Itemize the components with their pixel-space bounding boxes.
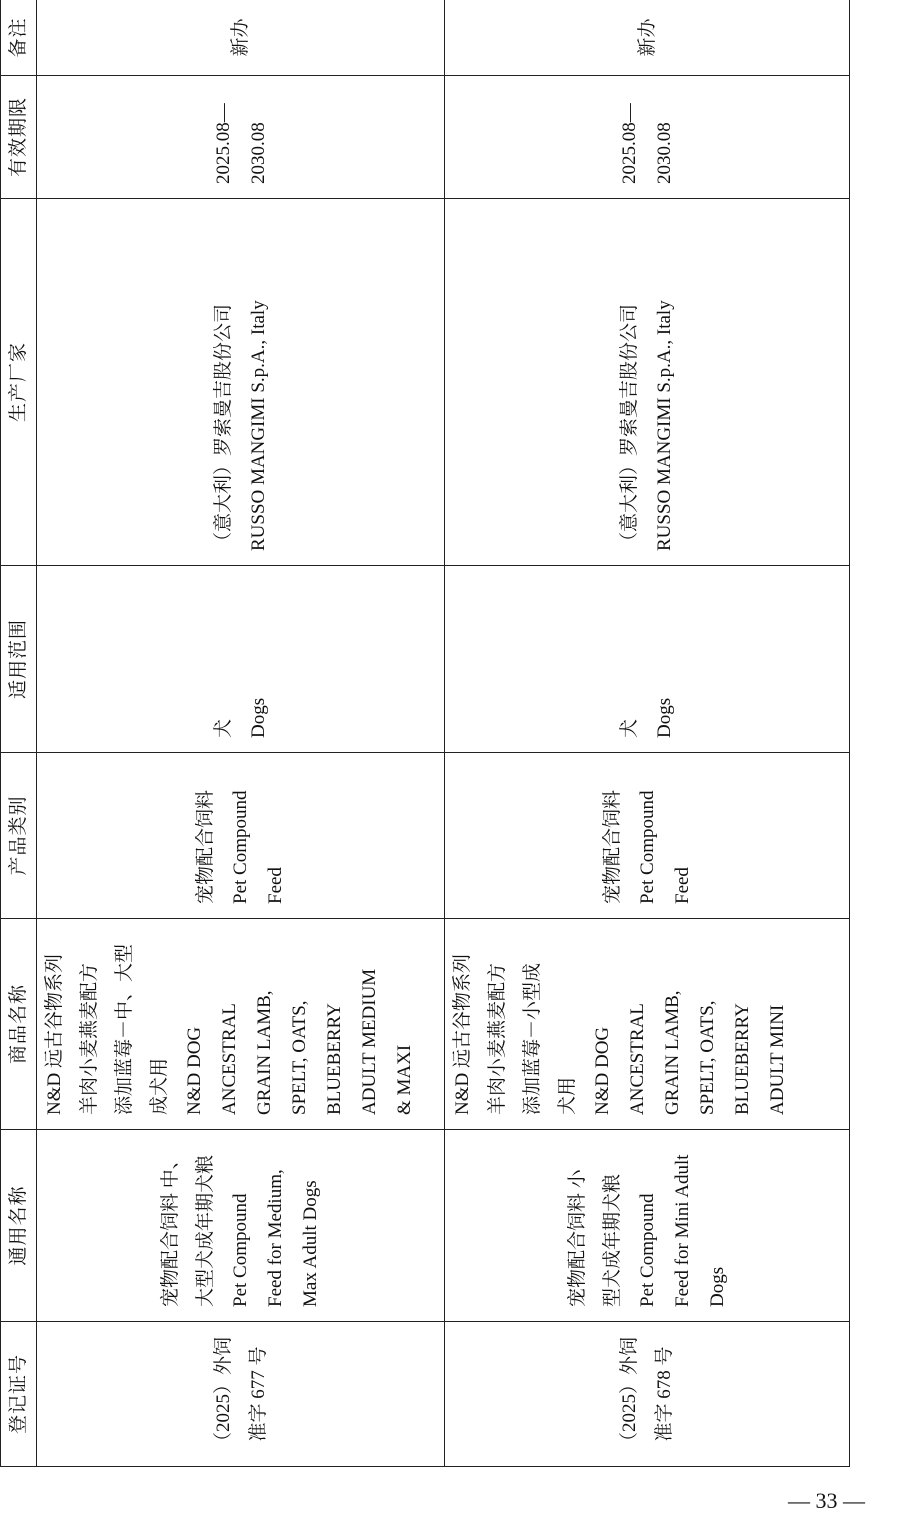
reg-no-line: （2025）外饲 (212, 1337, 234, 1452)
product-name-line: SPELT, OATS, (289, 1000, 310, 1115)
header-scope: 适用范围 (1, 566, 37, 753)
scope-line: Dogs (654, 697, 675, 738)
reg-no-line: 准字 678 号 (654, 1346, 675, 1442)
generic-name-line: Feed for Mini Adult (671, 1154, 693, 1307)
header-manufacturer: 生产厂家 (1, 199, 37, 566)
validity-line: 2025.08— (619, 103, 640, 184)
note-cell: 新办 (37, 0, 445, 76)
product-name-cell (445, 919, 850, 1130)
reg-no-cell (37, 1322, 445, 1467)
product-name-line: N&D 远古谷物系列 (452, 954, 473, 1115)
category-cell (37, 753, 445, 919)
generic-name-cell (445, 1130, 850, 1322)
manufacturer-cell (37, 199, 445, 566)
note-cell: 新办 (445, 0, 850, 76)
header-row (1, 0, 37, 1467)
scope-line: 犬 (619, 718, 640, 738)
scope-cell (37, 566, 445, 753)
table-row (37, 0, 445, 1467)
product-name-line: N&D DOG (592, 1026, 613, 1115)
header-note: 备注 (1, 0, 37, 76)
validity-line: 2025.08— (212, 103, 234, 184)
header-validity: 有效期限 (1, 76, 37, 199)
category-line: 宠物配合饲料 (195, 789, 216, 904)
manufacturer-line: （意大利）罗索曼吉股份公司 (212, 303, 234, 551)
header-category: 产品类别 (1, 753, 37, 919)
product-name-line: GRAIN LAMB, (662, 990, 683, 1115)
product-name-line: N&D 远古谷物系列 (44, 954, 65, 1115)
validity-cell (37, 76, 445, 199)
product-name-cell (37, 919, 445, 1130)
product-name-line: 羊肉小麦燕麦配方 (79, 962, 100, 1115)
generic-name-line: Max Adult Dogs (300, 1180, 321, 1307)
category-line: Feed (265, 867, 286, 904)
category-cell (445, 753, 850, 919)
product-name-line: GRAIN LAMB, (254, 990, 275, 1115)
product-name-line: & MAXI (394, 1044, 415, 1115)
header-product-name: 商品名称 (1, 919, 37, 1130)
product-name-line: 犬用 (557, 1076, 578, 1115)
scope-line: 犬 (212, 718, 234, 738)
scope-line: Dogs (247, 697, 269, 738)
product-name-line: ADULT MINI (767, 1004, 788, 1115)
product-name-line: ANCESTRAL (219, 1003, 240, 1115)
product-name-line: BLUEBERRY (324, 1003, 345, 1115)
product-name-line: BLUEBERRY (732, 1003, 753, 1115)
validity-cell (445, 76, 850, 199)
product-name-line: 羊肉小麦燕麦配方 (487, 962, 508, 1115)
generic-name-line: Dogs (706, 1266, 728, 1307)
product-name-line: 成犬用 (149, 1057, 170, 1115)
category-line: Pet Compound (230, 790, 251, 904)
manufacturer-cell (445, 199, 850, 566)
manufacturer-line: RUSSO MANGIMI S.p.A., Italy (654, 300, 675, 551)
generic-name-line: 型犬成年期犬粮 (601, 1173, 623, 1307)
generic-name-line: Feed for Medium, (265, 1169, 286, 1307)
reg-no-line: 准字 677 号 (247, 1346, 269, 1442)
header-reg-no: 登记证号 (1, 1322, 37, 1467)
generic-name-line: Pet Compound (230, 1193, 251, 1307)
validity-line: 2030.08 (247, 122, 269, 184)
generic-name-line: Pet Compound (636, 1193, 658, 1307)
validity-line: 2030.08 (654, 122, 675, 184)
generic-name-line: 宠物配合饲料 小 (566, 1169, 588, 1307)
category-line: Feed (671, 867, 693, 904)
category-line: Pet Compound (636, 790, 658, 904)
header-generic-name: 通用名称 (1, 1130, 37, 1322)
product-name-line: 添加蓝莓－小型成 (522, 962, 543, 1115)
product-name-line: SPELT, OATS, (697, 1000, 718, 1115)
page-number: — 33 — (788, 1488, 865, 1513)
product-name-line: 添加蓝莓－中、大型 (114, 943, 135, 1115)
generic-name-line: 大型犬成年期犬粮 (195, 1154, 216, 1307)
generic-name-cell (37, 1130, 445, 1322)
scope-cell (445, 566, 850, 753)
reg-no-line: （2025）外饲 (619, 1337, 640, 1452)
generic-name-line: 宠物配合饲料 中、 (160, 1150, 181, 1307)
manufacturer-line: （意大利）罗索曼吉股份公司 (619, 303, 640, 551)
product-name-line: ADULT MEDIUM (359, 968, 380, 1115)
manufacturer-line: RUSSO MANGIMI S.p.A., Italy (247, 300, 269, 551)
product-name-line: N&D DOG (184, 1026, 205, 1115)
reg-no-cell (445, 1322, 850, 1467)
product-name-line: ANCESTRAL (627, 1003, 648, 1115)
table-row (445, 0, 850, 1467)
category-line: 宠物配合饲料 (601, 789, 623, 904)
